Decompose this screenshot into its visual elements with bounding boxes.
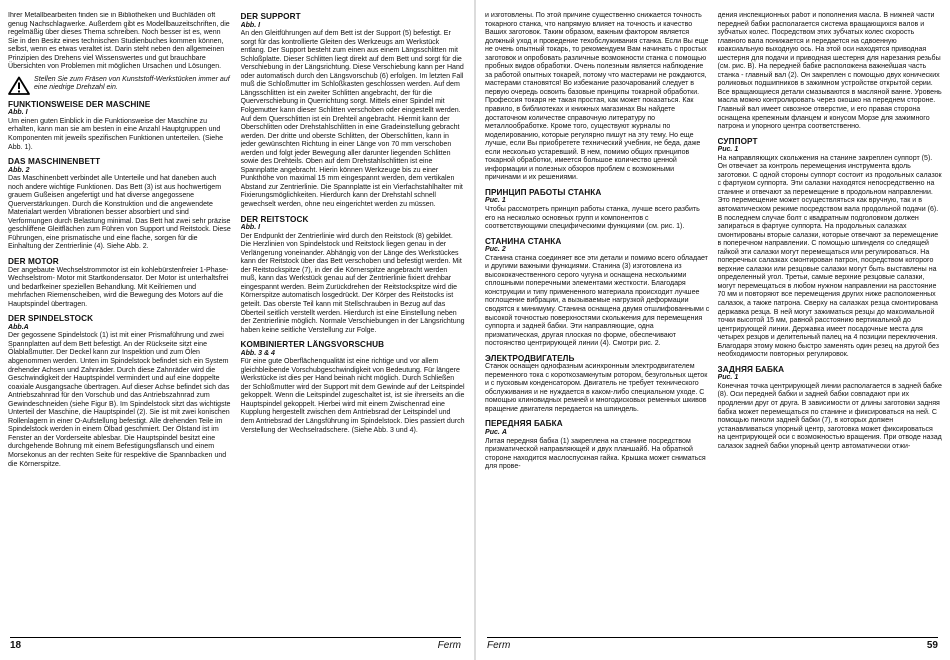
intro-paragraph: дения инспекционных работ и пополнения масла. В нижней части передней бабки располагается система вращающихся валов и зубчатых колес. Посредством этих зубчатых колес скорость главного вала понижается и передается на сдвоенную коаксиальную выходную ось. На этой оси находятся приводная шестерня для подачи и приводная шестерня для нарезания резьбы (см. рис. B). На передней бабке расположена важнейшая часть станка - главный вал (2). Он закреплен с помощью двух конических роликовых подшипников в зажимном устройстве открытой серии. Все вращающиеся детали смазываются в масляной ванне. Уровень масла можно контролировать через окошко на переднем стороне. Главный вал имеет сквозное отверстие, и его правая сторона оснащена крепежным фланцем и конусом Морзе для зажимного патрона и упорного центра соответственно.: [717, 12, 942, 131]
brand-name: Ferm: [487, 640, 511, 651]
brand-name: Ferm: [437, 640, 461, 651]
section-title: ЗАДНЯЯ БАБКА: [717, 364, 785, 374]
figure-reference: Abb. 3 & 4: [240, 349, 275, 357]
warning-text: Stellen Sie zum Fräsen von Kunststoff-Werkstücken immer auf eine niedrige Drehzahl ein.: [34, 75, 230, 92]
right-page-column-1: [485, 12, 710, 624]
left-page: [0, 0, 473, 660]
left-page-columns: [8, 12, 465, 624]
section-text: Das Maschinenbett verbindet alle Unterteile und hat daneben auch noch andere wichtige Funktionen. Das Bett (3) ist aus hochwertigem grauem Gußeisen angefertigt und hat diverse angegossene Querverstärkungen. Durch die Konstruktion und die angewendete Materialart werden Vibrationen besser absorbiert und sind Verformungen durch Belastung minimal. Das Bett hat zwei sehr präzise geschliffene Gleitflächen zum Führen von Support und Reitstock. Diese Führungen, eine prismatische und eine flache, sorgen für die Einhaltung der Zentrierlinie (4). Siehe Abb. 2.: [8, 175, 231, 251]
section-title: KOMBINIERTER LÄNGSVORSCHUB: [240, 340, 385, 350]
section-text: Um einen guten Einblick in die Funktionsweise der Maschine zu erhalten, kann man sie am besten in eine Anzahl Hauptgruppen und Komponenten mit jeweils spezifischen Funktionen unterteilen. (Siehe Abb. 1).: [8, 117, 224, 151]
section-title: ПЕРЕДНЯЯ БАБКА: [485, 419, 563, 429]
section-title: ПРИНЦИП РАБОТЫ СТАНКА: [485, 187, 602, 197]
section-text: Чтобы рассмотреть принцип работы станка, лучше всего разбить его на несколько основных групп и компонентов с соответствующими специфическими функциями (см. рис. 1).: [485, 205, 700, 231]
section-title: DAS MASCHINENBETT: [8, 157, 101, 167]
figure-reference: Рис. 2: [485, 246, 506, 254]
section-title: СТАНИНА СТАНКА: [485, 236, 562, 246]
figure-reference: Рис. 1: [717, 146, 739, 154]
intro-paragraph: и изготовлены. По этой причине существенно снижается точность токарного станка, что напрямую влияет на точность и качество Ваших заготовок. Таким образом, важным фактором является должный уход и проведение техобслуживания станка. Если Вы еще не очень опытный токарь, то рекомендуем Вам начинать с простых заготовок и опробовать различные возможности станка с помощью пробных видов обработки. Очень полезным является наблюдение за работой опытных токарей, потому что мастерами не рождаются, мастерами становятся! Во избежание разочарований следует в первую очередь освоить базовые принципы токарной обработки. Профессия токаря не такая простая, как может показаться. Как правило, в библиотеках и книжных магазинах Вы найдете достаточном количестве справочную литературу по металлообработке. Кроме того, существуют журналы по моделированию, которые регулярно пишут на эту тему. Но еще лучше, если Вы приобретете технический учебник, не беда, даже если несколько устаревший. В нем, помимо общих принципов токарной обработки, имеется большое количество ценной информации и полезных обзоров проблем с возможными причинами и их решениями.: [485, 12, 709, 182]
intro-paragraph: Ihrer Metallbearbeiten finden sie in Bibliotheken und Buchläden oft genug Nachschlagwerke. Außerdem gibt es Modellbauzeitschriften, die regelmäßig über dieses Thema schreiben. Noch besser ist es, wenn Sie in den Besitz eines technischen Studienbuches kommen können, selbst, wenn es etwas veraltet ist. Darin steht neben den allgemeinen Prinzipien des Drehens viel Wissenswertes und gut brauchbare Übersichten von Problemen mit möglichen Ursachen und Lösungen.: [8, 12, 230, 71]
section-title: DER SPINDELSTOCK: [8, 314, 94, 324]
figure-reference: Рис. A: [485, 428, 507, 436]
warning-note: [8, 76, 233, 95]
right-page: [477, 0, 950, 660]
left-page-column-1: [8, 12, 233, 624]
section-title: ЭЛЕКТРОДВИГАТЕЛЬ: [485, 353, 575, 363]
section-text: Литая передняя бабка (1) закреплена на станине посредством призматической направляющей и двух планшайб. На обратной стороне находится маслоспускная гайка. Крышка может сниматься для прове-: [485, 437, 706, 471]
warning-triangle-icon: [8, 76, 30, 95]
section-text: Der Endpunkt der Zentrierlinie wird durch den Reitstock (8) gebildet. Die Herzlinien von Spindelstock und Reitstock liegen genau in der Verlängerung voneinander. Abhängig von der Länge des Werkstückes kann der Reitstock über das Bett verschoben und befestigt werden. Mit der Reitstockspitze (7), in der die Körnerspitze angebracht werden muß, kann das Werkstück genau auf der Zentrierlinie fixiert drehbar eingespannt werden. Beim Zurückdrehen der Reitstockspitze wird die Körnerspitze automatisch losgedrückt. Der Körper des Reitstocks ist geteilt. Das oberste Teil kann mit Stellschrauben in Bezug auf das Oberteil seitlich verstellt werden. Hierdurch ist eine Einstellung neben der Zentrierlinie möglich. Normale Verschiebungen in der Längsrichtung haben keine seitliche Verstellung zur Folge.: [240, 232, 465, 334]
section-text: Der gegossene Spindelstock (1) ist mit einer Prismaführung und zwei Spannplatten auf dem Bett befestigt. An der Rückseite sitzt eine Ölablaßmutter. Der Deckel kann zur Inspektion und zum Ölen abgenommen werden. Unten im Spindelstock befindet sich ein System drehender Achsen und Zahnräder. Durch diese Zahnräder wird die Geschwindigkeit der Hauptspindel vermindert und auf eine doppelte coaxiale Ausgangsache übertragen. Auf dieser Achse befindet sich das Antriebszahnrad für den Vorschub und das Antriebszahnrad zum Gewindeschneiden (siehe Figur B). Im Spindelstock sitzt das wichtigste Unterteil der Maschine, die Hauptspindel (2). Sie ist mit zwei konischen Rollenlagern in einer O-Aufstellung befestigt. Alle drehenden Teile im Spindelstock werden in einem Ölbad geschmiert. Der Ölstand ist im Fenster an der Vorderseite ablesbar. Die Hauptspindel besitzt eine durchgehende Bohrung mit einem Befestigungsflansch und einem Morsekonus an der rechten Seite für respektive die Spannbacken und die Körnerspitze.: [8, 332, 231, 468]
section-title: FUNKTIONSWEISE DER MASCHINE: [8, 99, 151, 109]
page-gutter: [474, 0, 476, 660]
figure-reference: Рис. 1: [717, 374, 739, 382]
figure-reference: Abb. I: [240, 224, 261, 232]
right-page-columns: [485, 12, 942, 624]
section-text: На направляющих скольжения на станине закреплен суппорт (5). Он отвечает за контроль перемещения инструмента вдоль заготовки. С одной стороны суппорт состоит из продольных салазок с фартуком суппорта. Эти салазки находятся непосредственно на станине и отвечают за перемещение в продольном направлении. Это перемещение может осуществляться как вручную, так и в автоматическом режиме посредством вала продольной подачи (6). В последнем случае болт с квадратным подголовком должен запираться в фартуке суппорта. На продольных салазках смонтированы вторые салазки, которые отвечают за перемещение в поперечном направлении. С помощью шпинделя со следящей гайкой эти салазки могут перемещаться или регулироваться. На поперечных салазках смонтирован патрон, посредством которого верхние салазки или резцовые салазки могут быть выставлены на определенный угол. Третьи, самые верхние резцовые салазки, могут перемещаться в любом нужном направлении на расстояние 70 мм и повторяют все перемещения других ниже расположенных салазок, а также патрона. Сверху на салазках резца смонтирована державка резца. В ней могут зажиматься резцы до максимальной точки высотой 15 мм, равной расстоянию вертикальной до центрирующей линии. Державка имеет посадочные места для четырех резцов и делительный палец на 4 позиции переключения. Благодаря этому можно быстро заменять один резец на другой без необходимости повторных регулировок.: [717, 154, 942, 359]
left-page-footer: [10, 637, 461, 652]
section-title: DER SUPPORT: [240, 12, 301, 21]
page-number: 59: [926, 640, 938, 651]
figure-reference: Abb. I: [240, 21, 261, 29]
section-text: Станок оснащен однофазным асинхронным электродвигателем переменного тока с короткозамкнутым ротором, безугольных щеток и с пусковым конденсатором. Двигатель не требует технического обслуживания и не нуждается в каком-либо специальном уходе. С помощью клиновидных ремней и многодисковых ременных шкивов вращение двигателя передается на шпиндель.: [485, 363, 708, 413]
section-text: Станина станка соединяет все эти детали и помимо всего обладает и другими важными функциями. Станина (3) изготовлена из высококачественного серого чугуна и оснащена несколькими сплошными поперечными элементами жесткости. Благодаря конструкции и типу примененного материала происходит лучшее поглощение вибрации, а вызываемые нагрузкой деформации сводятся к минимуму. Станина оснащена двумя отшлифованными с высокой точностью поверхностями скольжения для перемещения суппорта и задней бабки. Эти направляющие, одна призматическая, другая плоская по форме, обеспечивают постоянство центрирующей линии (4). Смотри рис. 2.: [485, 254, 710, 348]
section-title: DER MOTOR: [8, 257, 59, 267]
section-title: DER REITSTOCK: [240, 214, 309, 224]
left-page-column-2: [241, 12, 466, 624]
section-title: СУППОРТ: [717, 136, 758, 146]
section-text: Für eine gute Oberflächenqualität ist eine richtige und vor allem gleichbleibende Vorschubgeschwindigkeit von Bedeutung. Für längere Werkstücke ist dies per Hand beinah nicht möglich. Durch Schließen der Schloßmutter wird der Support mit dem Gewinde auf der Leitspindel gekoppelt. Wenn die Leitspindel zugeschaltet ist, ist sie ihrerseits an die Hauptspindel gekoppelt. Hierbei wird mit einem Zwischenrad eine Kupplung hergestellt zwischen dem Antriebsrad der Leitspindel und dem Antriebsrad der Längsführung im Spindelstock. Dies passiert durch Verstellung der Wechselradschere. (Siehe Abb. 3 und 4).: [240, 358, 465, 434]
figure-reference: Рис. 1: [485, 197, 506, 205]
figure-reference: Abb. I: [8, 109, 28, 117]
right-page-column-2: [718, 12, 943, 624]
section-text: Конечная точка центрирующей линии располагается в задней бабке (8). Оси передней бабки и задней бабки совпадают при их продлении друг от друга. В зависимости от длины заготовки задняя бабка может перемещаться по станине и фиксироваться на ней. С помощью пиноли задней бабки (7), в которых должен устанавливаться упорный центр, заготовка может фиксироваться на центрирующей оси с возможностью вращения. При отводе назад салазок задней бабки упорный центр автоматически отжи-: [717, 382, 942, 450]
section-text: An den Gleitführungen auf dem Bett ist der Support (5) befestigt. Er sorgt für das kontrollierte Gleiten des Werkzeugs am Werkstück entlang. Der Support besteht zum einen aus einem Längsschlitten mit Schloßplatte. Dieser Schlitten liegt direkt auf dem Bett und sorgt für die Verschiebung in der Längsrichtung. Diese Verschiebung kann per Hand oder automatisch durch den Längsvorschub (6) erfolgen. Im letzten Fall muß die Schloßmutter im Schloßkasten geschlossen werden. Auf dem Längsschlitten ist ein zweiter Schlitten angebracht, der für die Querverschiebung in Querrichtung sorgt. Mittels einer Spindel mit Folgemutter kann dieser Schlitten verschoben oder eingestellt werden. Auf dem Querschlitten ist ein Drehteil angebracht. Hiermit kann der Oberschlitten oder Drehstahlschlitten in eine Gradeinstellung gebracht werden. Der dritte und oberste Schlitten, der Oberschlitten, kann in jeder gewünschten Richtung in einer Länge von 70 mm verschoben werden und folgt jeder Bewegung aller darunter liegenden Schlitten sowie des Drehteils. Oben auf dem Drehstahlschlitten ist eine Spannplatte angebracht. Hierin können Werkzeuge bis zu einer Punkthöhe von maximal 15 mm eingespannt werden, dem vertikalen Abstand zur Zentrierlinie. Die Spannplatte ist ein Vierfachstahlhalter mit Fixierungsmöglichkeiten. Hierdurch kann der Drehstahl schnell gewechselt werden, ohne neu eingerichtet werden zu müssen.: [240, 30, 464, 208]
section-text: Der angebaute Wechselstrommotor ist ein kohlebürstenfreier 1-Phase-Wechselstrom- Motor mit Startkondensator. Der Motor ist unterhaltsfrei und bedarfkeiner speziellen Behandlung. Mit Keilriemen und mehrfachen Riemenscheiben, wird die Bewegung des Motors auf die Hauptspindel übertragen.: [8, 266, 229, 308]
right-page-footer: [487, 637, 938, 652]
figure-reference: Abb.A: [8, 323, 29, 331]
page-number: 18: [10, 640, 22, 651]
figure-reference: Abb. 2: [8, 166, 30, 174]
